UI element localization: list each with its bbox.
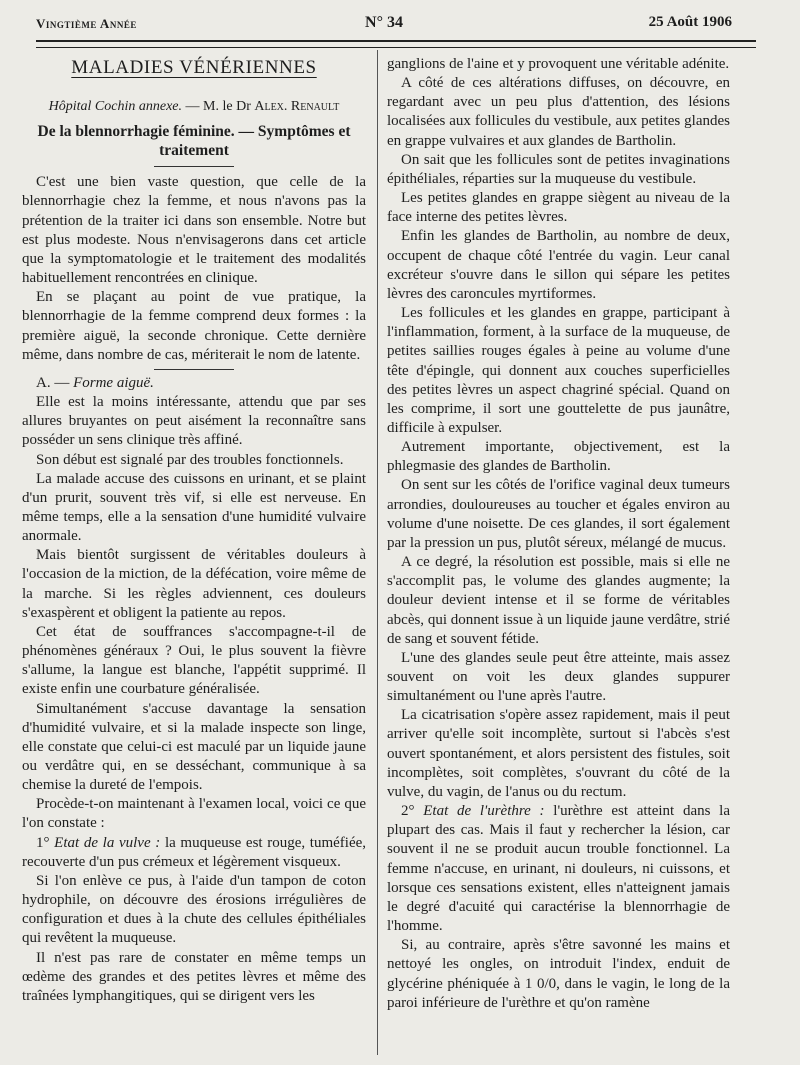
byline-sep: — M. le Dr — [182, 99, 255, 115]
header-rule — [36, 40, 756, 48]
paragraph: La cicatrisation s'opère assez rapidement, mais il peut arriver qu'elle soit incomplète, surtout si l'abcès s'est ouvert spontanément, et alors persistent des fistules, soit incomplètes, soit complètes, s'ouvrant du côté de la vulve, du vagin, de l'anus ou du rectum. — [387, 707, 730, 800]
paragraph: On sent sur les côtés de l'orifice vaginal deux tumeurs arrondies, douloureuses au toucher et égales environ au volume d'une noisette. De ces glandes, il sort également par la pression un pus, plutôt séreux, mélangé de mucus. — [387, 477, 730, 551]
paragraph-uretre — [387, 802, 730, 936]
paragraph: Elle est la moins intéressante, attendu que par ses allures bruyantes on peut aisément la reconnaître sans posséder un sens clinique très affiné. — [22, 394, 366, 449]
issue-number: N° 34 — [365, 14, 403, 31]
subheading-forme-aigue — [22, 374, 366, 393]
item-number: 1° — [36, 834, 55, 851]
paragraph: C'est une bien vaste question, que celle de la blennorrhagie chez la femme, et nous n'avons pas la prétention de la traiter ici dans son ensemble. Notre but est plus modeste. Nous n'envisagerons dans cet article que la symptomatologie et le traitement des modalités habituellement rencontrées en clinique. — [22, 174, 366, 287]
item-text: la muqueuse est rouge, tuméfiée, recouverte d'un pus crémeux et légèrement visqueux. — [22, 834, 367, 870]
paragraph-vulve — [22, 834, 366, 872]
left-column — [22, 56, 366, 1006]
paragraph: Enfin les glandes de Bartholin, au nombre de deux, occupent de chaque côté l'entrée du vagin. Leur canal excréteur s'ouvre dans le sillon qui sépare les petites lèvres des caroncules myrtiformes. — [387, 228, 730, 302]
right-column — [387, 55, 730, 1013]
byline-author: Alex. Renault — [254, 99, 340, 115]
paragraph: En se plaçant au point de vue pratique, la blennorrhagie de la femme comprend deux formes : la première aiguë, la seconde chronique. Cette dernière même, dans nombre de cas, mériterait le nom de latente. — [22, 289, 366, 363]
paragraph-continued: ganglions de l'aine et y provoquent une véritable adénite. — [387, 56, 730, 72]
section-title: MALADIES VÉNÉRIENNES — [71, 57, 317, 78]
page-header — [36, 14, 732, 38]
byline-place: Hôpital Cochin annexe. — [48, 99, 183, 115]
paragraph: Les petites glandes en grappe siègent au niveau de la face interne des petites lèvres. — [387, 190, 730, 226]
paragraph: Cet état de souffrances s'accompagne-t-il de phénomènes généraux ? Oui, le plus souvent la fièvre s'allume, la langue est blanche, l'appétit supprimé. Il existe enfin une courbature généralisée. — [22, 623, 366, 698]
paragraph: Son début est signalé par des troubles fonctionnels. — [36, 451, 344, 468]
item-title: Etat de la vulve : — [54, 834, 161, 851]
paragraph: Si l'on enlève ce pus, à l'aide d'un tampon de coton hydrophile, on découvre des érosions irrégulières de configuration et dues à la chute des cellules épithéliales qui revêtent la muqueuse. — [22, 872, 366, 947]
subheading-prefix: A. — — [36, 374, 74, 391]
paragraph: On sait que les follicules sont de petites invaginations épithéliales, réparties sur la muqueuse du vestibule. — [387, 151, 730, 187]
paragraph: Il n'est pas rare de constater en même temps un œdème des grandes et des petites lèvres et même des traînées lymphangitiques, qui se dirigent vers les — [22, 949, 366, 1004]
paragraph: L'une des glandes seule peut être atteinte, mais assez souvent on voit les deux glandes suppurer simultanément ou l'une après l'autre. — [387, 649, 730, 705]
item-text: l'urèthre est atteint dans la plupart des cas. Mais il faut y rechercher la lésion, car souvent il ne se produit aucun trouble fonctionnel. La femme n'accuse, en urinant, ni douleurs, ni cuissons, et lorsque ces sensations existent, elles n'atteignent jamais le degré d'acuité qui caractérise la blennorrhagie de l'homme. — [387, 803, 730, 935]
paragraph: Mais bientôt surgissent de véritables douleurs à l'occasion de la miction, de la défécation, voire même de la marche. Si les règles adviennent, ces douleurs s'exaspèrent et obligent la patiente au repos. — [22, 547, 366, 621]
paragraph: Les follicules et les glandes en grappe, participant à l'inflammation, forment, à la surface de la muqueuse, de petites saillies rouges égales à peine au volume d'une tête d'épingle, qui donnent aux couches superficielles des petites lèvres un aspect chagriné spécial. Quand on les comprime, il sort une gouttelette de pus jaunâtre, difficile à expulser. — [387, 305, 730, 436]
paragraph: A ce degré, la résolution est possible, mais si elle ne s'accomplit pas, le volume des glandes augmente; la douleur devient intense et il se forme de véritables abcès, qui donnent issue à un liquide jaune verdâtre, strié de sang et souvent fétide. — [387, 554, 730, 647]
issue-date: 25 Août 1906 — [648, 14, 732, 30]
subheading-title: Forme aiguë. — [73, 374, 154, 391]
volume-year: Vingtième Année — [36, 16, 137, 31]
paragraph: Autrement importante, objectivement, est la phlegmasie des glandes de Bartholin. — [387, 439, 730, 475]
paragraph: A côté de ces altérations diffuses, on découvre, en regardant avec un peu plus d'attention, des lésions localisées aux follicules du vestibule, aux petites glandes en grappe vulvaires et aux glandes de Bartholin. — [387, 75, 730, 149]
column-divider — [377, 50, 378, 1055]
paragraph: Procède-t-on maintenant à l'examen local, voici ce que l'on constate : — [22, 796, 366, 832]
paragraph: La malade accuse des cuissons en urinant, et se plaint d'un prurit, souvent très vif, si elle est nerveuse. En même temps, elle a la sensation d'une humidité vulvaire anormale. — [22, 470, 366, 545]
paragraph: Si, au contraire, après s'être savonné les mains et nettoyé les ongles, on introduit l'index, enduit de glycérine phéniquée à 1 0/0, dans le vagin, le long de la paroi inférieure de l'urèthre et qu'on ramène — [387, 937, 730, 1011]
item-number: 2° — [401, 803, 424, 820]
paragraph: Simultanément s'accuse davantage la sensation d'humidité vulvaire, et si la malade inspecte son linge, elle constate que celui-ci est maculé par un liquide jaune ou verdâtre qui, en se desséchant, communique à sa chemise la dureté de l'empois. — [22, 700, 366, 794]
byline — [22, 97, 366, 116]
item-title: Etat de l'urèthre : — [423, 803, 545, 820]
separator-rule — [154, 369, 234, 370]
article-title: De la blennorrhagie féminine. — Symptômes et traitement — [37, 123, 351, 160]
title-rule — [154, 166, 234, 167]
